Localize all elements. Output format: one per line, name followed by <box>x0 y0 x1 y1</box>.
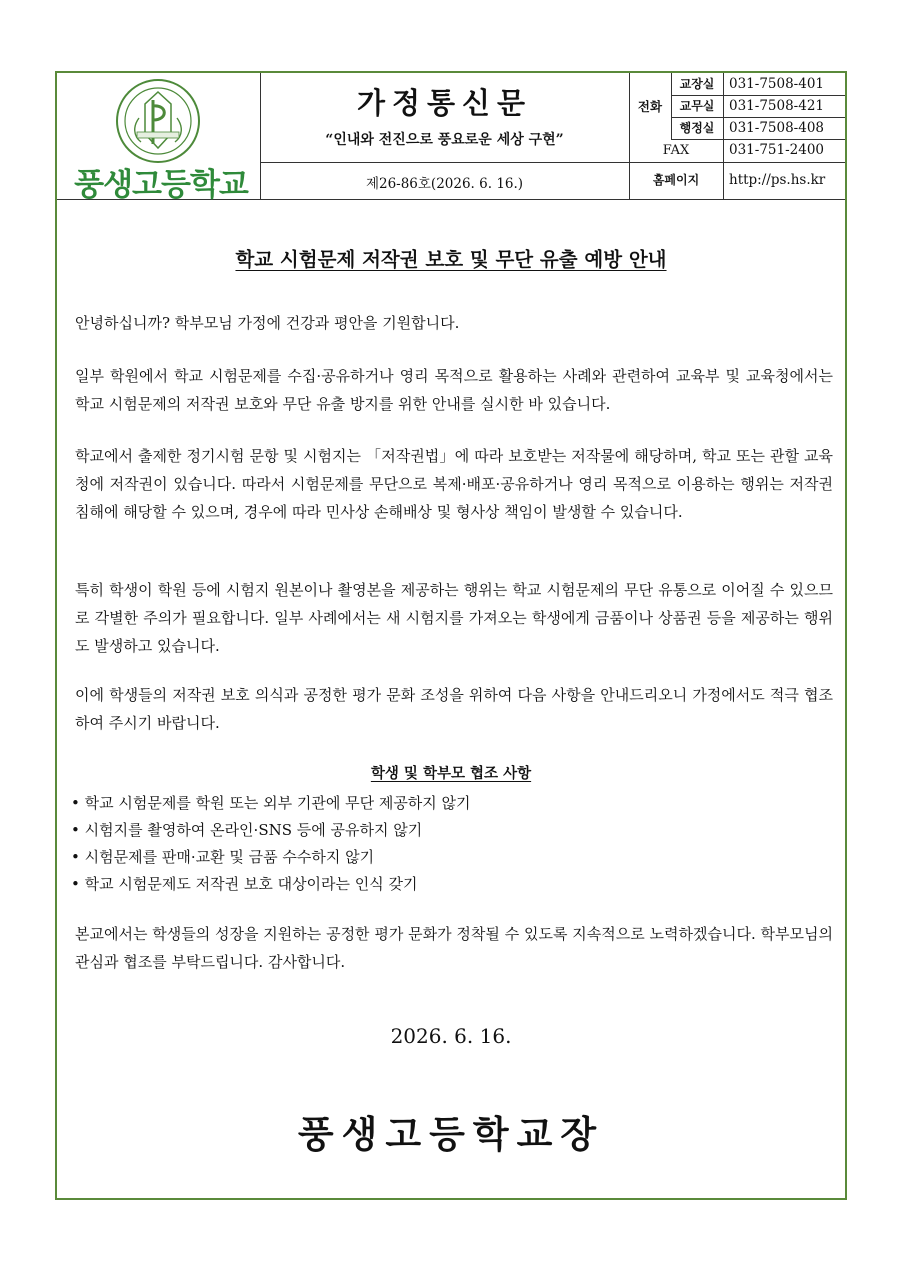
contact-phone: 031-7508-401 <box>729 76 825 92</box>
cooperation-list <box>71 790 471 898</box>
contact-row-academic <box>671 95 845 118</box>
letter-date: 2026. 6. 16. <box>390 1024 512 1048</box>
school-emblem-icon <box>115 78 201 164</box>
homepage-url[interactable]: http://ps.hs.kr <box>729 172 826 188</box>
issue-area <box>260 162 630 199</box>
school-slogan: “인내와 전진으로 풍요로운 세상 구현” <box>325 132 564 148</box>
newsletter-frame <box>55 71 847 1200</box>
list-item: • 시험문제를 판매·교환 및 금품 수수하지 않기 <box>71 844 471 871</box>
newsletter-title: 가정통신문 <box>356 86 533 120</box>
warning-paragraph: 특히 학생이 학원 등에 시험지 원본이나 촬영본을 제공하는 행위는 학교 시험문제의 무단 유통으로 이어질 수 있으므로 각별한 주의가 필요합니다. 일부 사례에서는 새 시험지를 가져오는 학생에게 금품이나 상품권 등을 제공하는 행위도 발생하고 있습니다. <box>75 581 833 655</box>
issue-number: 제26-86호(2026. 6. 16.) <box>365 176 524 192</box>
contact-row-admin <box>671 117 845 140</box>
copyright-paragraph: 학교에서 출제한 정기시험 문항 및 시험지는 「저작권법」에 따라 보호받는 저작물에 해당하며, 학교 또는 관할 교육청에 저작권이 있습니다. 따라서 시험문제를 무단으로 복제·배포·공유하거나 영리 목적으로 이용하는 행위는 저작권 침해에 해당할 수 있으며, 경우에 따라 민사상 손해배상 및 형사상 책임이 발생할 수 있습니다. <box>75 447 833 521</box>
homepage-row <box>629 162 845 199</box>
request-paragraph: 이에 학생들의 저작권 보호 의식과 공정한 평가 문화 조성을 위하여 다음 사항을 안내드리오니 가정에서도 적극 협조하여 주시기 바랍니다. <box>75 686 833 732</box>
school-logo-area <box>57 73 261 203</box>
list-item: • 시험지를 촬영하여 온라인·SNS 등에 공유하지 않기 <box>71 817 471 844</box>
fax-label: FAX <box>629 139 724 162</box>
tel-label: 전화 <box>629 73 672 139</box>
contact-phone: 031-7508-421 <box>729 98 825 114</box>
fax-row <box>629 139 845 162</box>
principal-signature: 풍생고등학교장 <box>297 1113 605 1156</box>
letterhead <box>57 73 845 203</box>
contact-table <box>629 73 845 163</box>
closing-paragraph: 본교에서는 학생들의 성장을 지원하는 공정한 평가 문화가 정착될 수 있도록 지속적으로 노력하겠습니다. 학부모님의 관심과 협조를 부탁드립니다. 감사합니다. <box>75 925 833 971</box>
letter-heading: 학교 시험문제 저작권 보호 및 무단 유출 예방 안내 <box>235 248 667 271</box>
cooperation-subheading: 학생 및 학부모 협조 사항 <box>370 765 532 782</box>
contact-label: 행정실 <box>671 117 724 139</box>
fax-number: 031-751-2400 <box>729 142 825 158</box>
contact-row-principal <box>671 73 845 96</box>
contact-phone: 031-7508-408 <box>729 120 825 136</box>
list-item: • 학교 시험문제를 학원 또는 외부 기관에 무단 제공하지 않기 <box>71 790 471 817</box>
greeting-paragraph: 안녕하십니까? 학부모님 가정에 건강과 평안을 기원합니다. <box>75 314 460 332</box>
title-area <box>260 73 630 163</box>
background-paragraph: 일부 학원에서 학교 시험문제를 수집·공유하거나 영리 목적으로 활용하는 사례와 관련하여 교육부 및 교육청에서는 학교 시험문제의 저작권 보호와 무단 유출 방지를 위한 안내를 실시한 바 있습니다. <box>75 367 833 413</box>
homepage-label: 홈페이지 <box>629 162 724 199</box>
contact-label: 교무실 <box>671 95 724 117</box>
school-logo-wordmark: 풍생고등학교 <box>74 167 248 203</box>
list-item: • 학교 시험문제도 저작권 보호 대상이라는 인식 갖기 <box>71 871 471 898</box>
contact-label: 교장실 <box>671 73 724 95</box>
